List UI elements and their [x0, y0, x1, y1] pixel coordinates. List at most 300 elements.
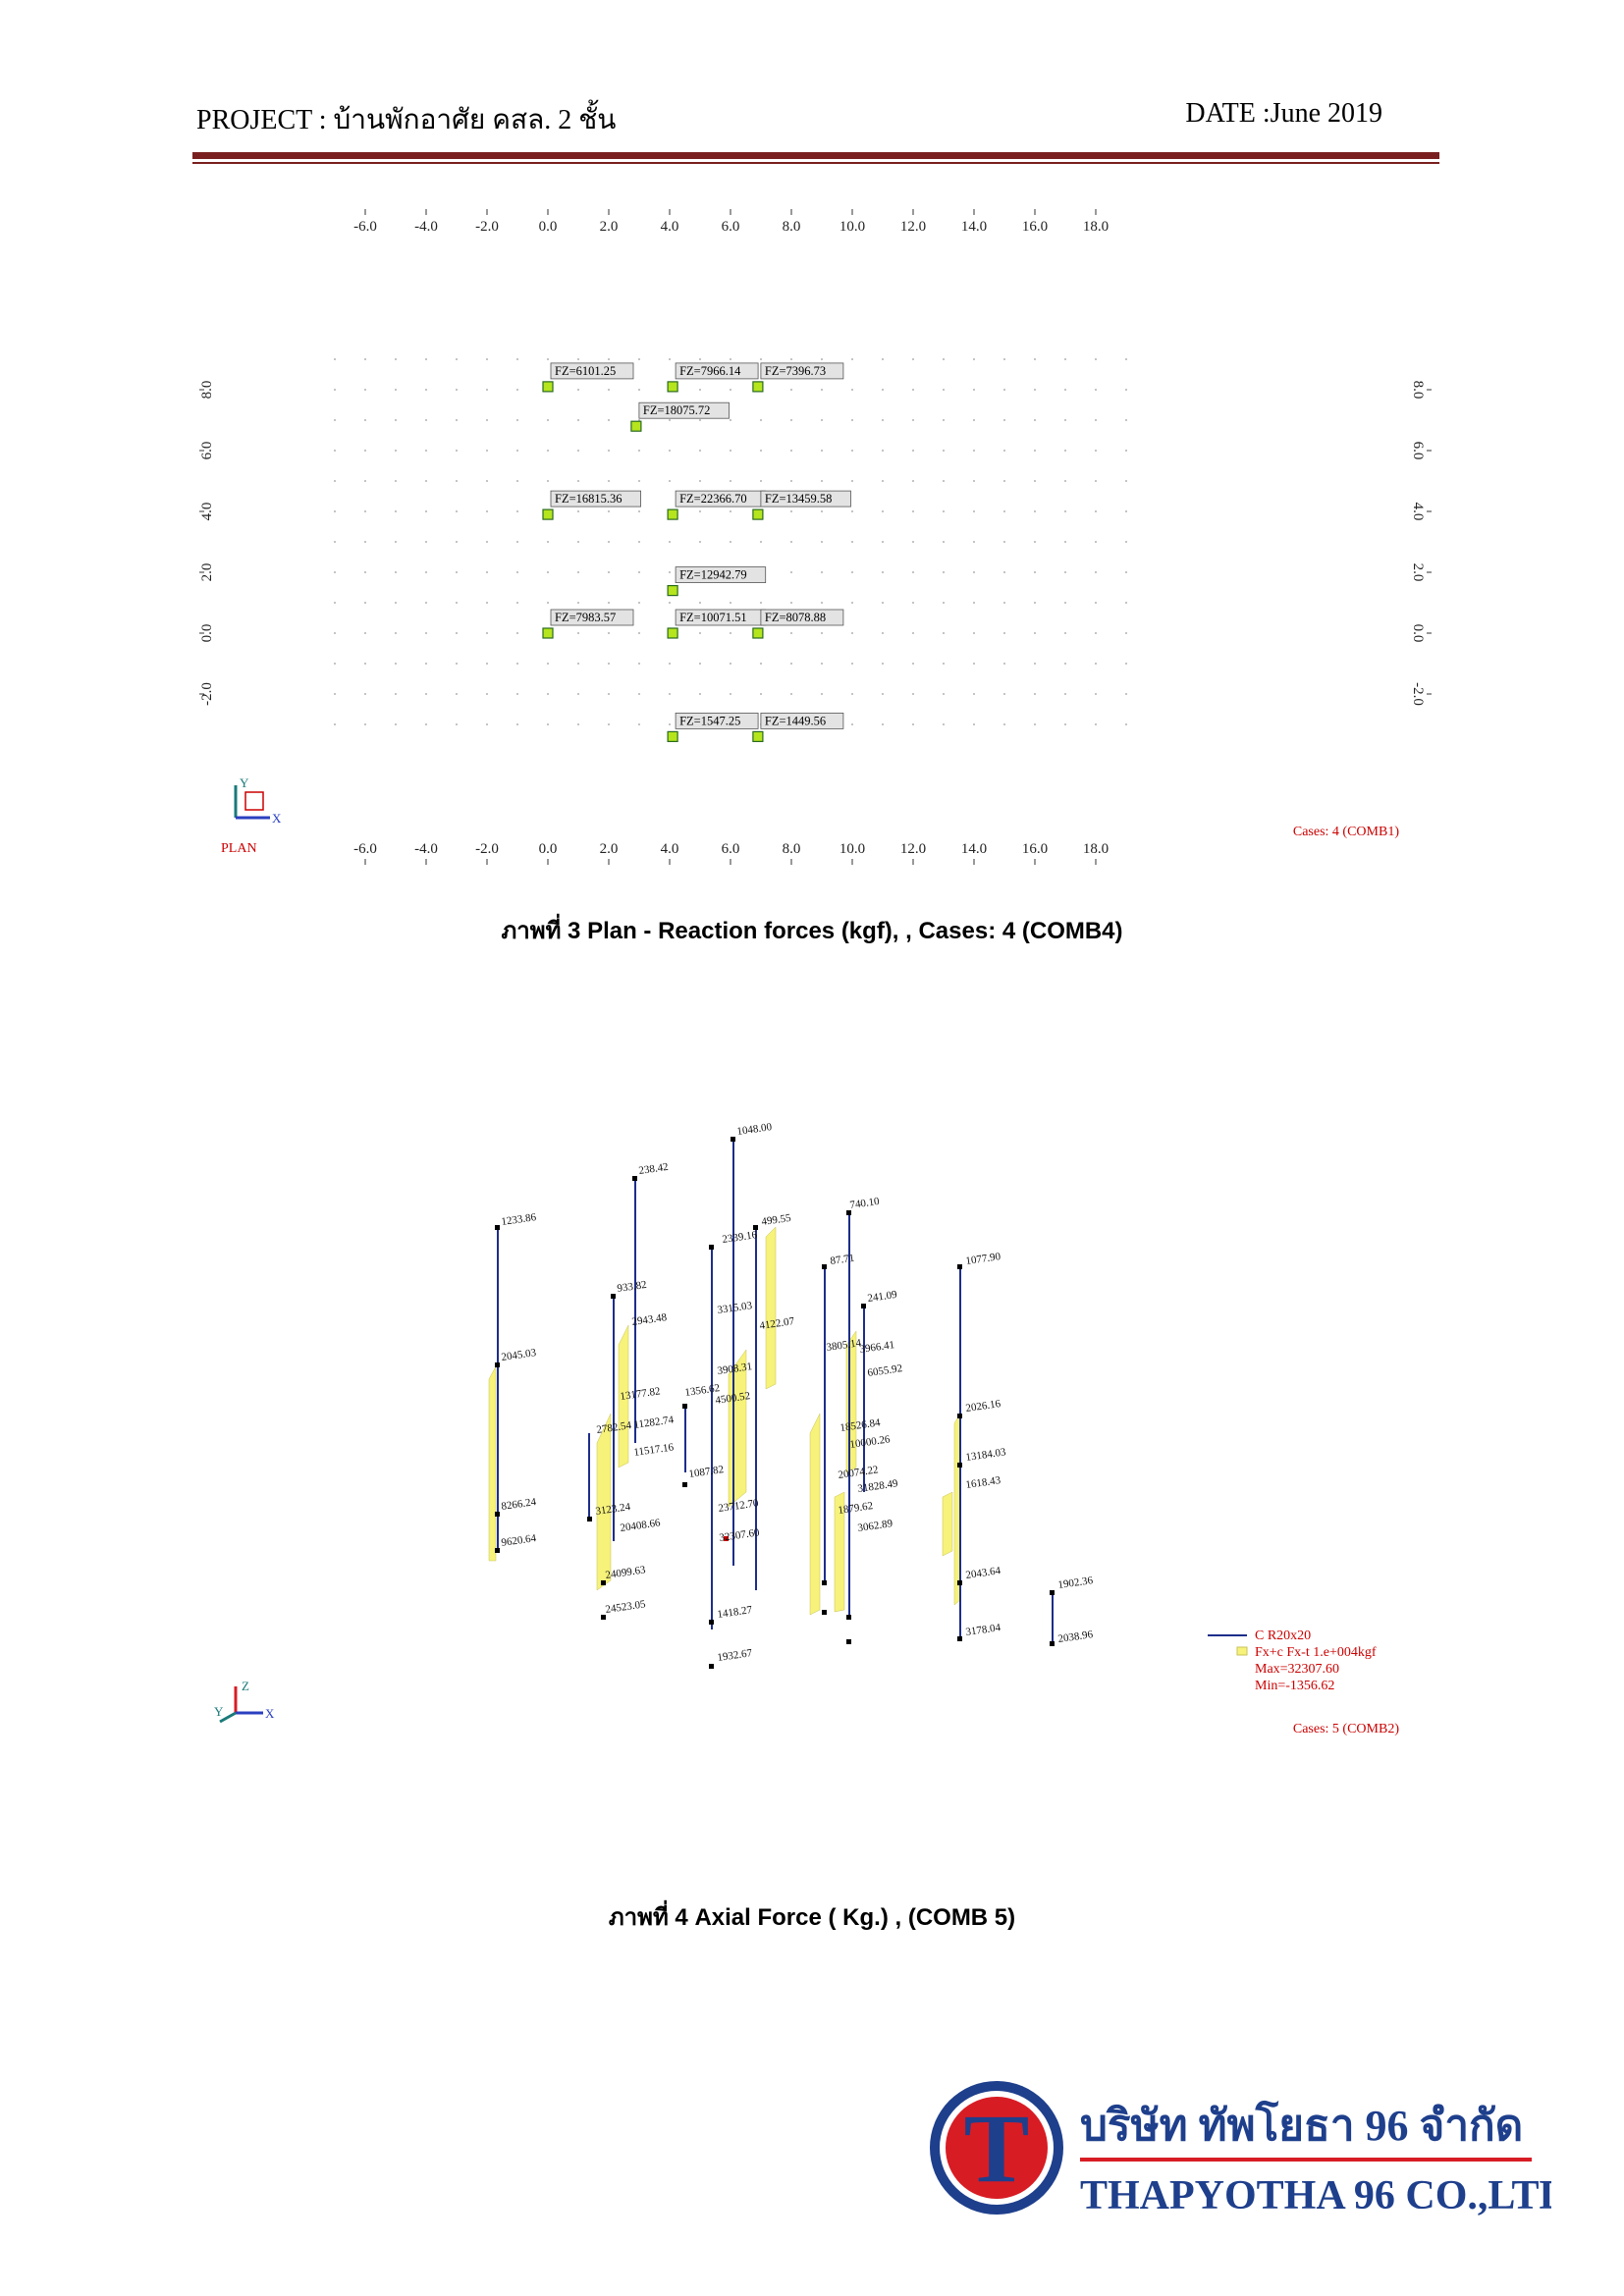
grid-dot — [760, 358, 762, 360]
x-tick-label: 4.0 — [660, 219, 679, 235]
grid-dot — [912, 389, 914, 391]
grid-dot — [821, 571, 823, 573]
grid-dot — [669, 358, 671, 360]
axial-force-value: 740.10 — [848, 1195, 881, 1211]
grid-dot — [638, 693, 640, 695]
grid-dot — [1125, 480, 1127, 482]
grid-dot — [486, 358, 488, 360]
axial-force-value: 11282.74 — [632, 1414, 675, 1431]
support-reaction — [543, 610, 633, 638]
grid-dot — [790, 450, 792, 452]
axial-force-value: 499.55 — [760, 1211, 792, 1228]
grid-dot — [334, 632, 336, 634]
grid-dot — [912, 450, 914, 452]
grid-dot — [577, 571, 579, 573]
grid-dot — [608, 693, 610, 695]
grid-dot — [821, 419, 823, 421]
grid-dot — [790, 602, 792, 604]
grid-dot — [760, 450, 762, 452]
support-reaction — [753, 363, 843, 392]
grid-dot — [943, 632, 945, 634]
grid-dot — [730, 632, 731, 634]
axial-force-value: 31828.49 — [856, 1477, 899, 1495]
grid-dot — [821, 358, 823, 360]
axial-force-value: 2026.16 — [964, 1398, 1001, 1415]
grid-dot — [425, 541, 427, 543]
grid-dot — [364, 450, 366, 452]
grid-dot — [851, 450, 853, 452]
grid-dot — [669, 541, 671, 543]
support-reaction — [543, 491, 641, 519]
grid-dot — [790, 632, 792, 634]
axial-force-value: 4500.52 — [714, 1390, 751, 1407]
grid-dot — [912, 693, 914, 695]
grid-dot — [1125, 693, 1127, 695]
grid-dot — [334, 510, 336, 512]
grid-dot — [516, 663, 518, 665]
grid-dot — [730, 602, 731, 604]
grid-dot — [334, 450, 336, 452]
grid-dot — [699, 510, 701, 512]
grid-dot — [851, 389, 853, 391]
grid-dot — [912, 480, 914, 482]
grid-dot — [699, 419, 701, 421]
axial-force-value: 1087.82 — [687, 1464, 725, 1480]
reaction-label: FZ=10071.51 — [679, 611, 747, 624]
support-reaction — [668, 363, 758, 392]
grid-dot — [1003, 693, 1005, 695]
grid-dot — [577, 632, 579, 634]
grid-dot — [1003, 419, 1005, 421]
grid-dot — [1034, 419, 1036, 421]
axial-force-value: 1048.00 — [735, 1121, 773, 1138]
grid-dot — [425, 510, 427, 512]
grid-dot — [851, 723, 853, 725]
grid-dot — [638, 358, 640, 360]
x-tick-label: 12.0 — [899, 219, 927, 235]
grid-dot — [608, 450, 610, 452]
support-marker — [631, 421, 641, 431]
support-marker — [753, 628, 763, 638]
grid-dot — [760, 419, 762, 421]
grid-dot — [1034, 389, 1036, 391]
grid-dot — [547, 541, 549, 543]
grid-dot — [851, 419, 853, 421]
grid-dot — [395, 419, 397, 421]
grid-dot — [425, 450, 427, 452]
grid-dot — [364, 389, 366, 391]
grid-dot — [364, 419, 366, 421]
grid-dot — [516, 693, 518, 695]
plan-cases-label: Cases: 4 (COMB1) — [1292, 825, 1399, 839]
grid-dot — [882, 419, 884, 421]
y-tick-label: 8.0 — [199, 380, 215, 400]
grid-dot — [456, 571, 458, 573]
grid-dot — [790, 541, 792, 543]
grid-dot — [699, 358, 701, 360]
grid-dot — [882, 632, 884, 634]
plan-x-ticks-top — [353, 209, 1109, 235]
y-tick-label: -2.0 — [199, 682, 215, 706]
grid-dot — [730, 663, 731, 665]
axial-force-value: 2943.48 — [630, 1311, 668, 1328]
grid-dot — [882, 389, 884, 391]
grid-dot — [882, 480, 884, 482]
grid-dot — [760, 663, 762, 665]
support-marker — [543, 628, 553, 638]
grid-dot — [608, 632, 610, 634]
grid-dot — [912, 632, 914, 634]
support-reaction — [753, 491, 851, 519]
reaction-label: FZ=1449.56 — [764, 714, 827, 728]
grid-dot — [790, 358, 792, 360]
reaction-label: FZ=8078.88 — [764, 611, 827, 624]
grid-dot — [1064, 723, 1066, 725]
grid-dot — [577, 419, 579, 421]
grid-dot — [1034, 723, 1036, 725]
reaction-label: FZ=7966.14 — [679, 363, 741, 378]
grid-dot — [1034, 693, 1036, 695]
company-logo — [923, 2071, 1551, 2228]
grid-dot — [608, 602, 610, 604]
x-tick-label: 16.0 — [1021, 841, 1049, 857]
grid-dot — [395, 389, 397, 391]
axial-force-value: 3123.24 — [594, 1501, 631, 1518]
grid-dot — [882, 663, 884, 665]
axial-force-value: 1418.27 — [716, 1604, 753, 1621]
x-tick-label: 4.0 — [660, 841, 679, 857]
grid-dot — [973, 480, 975, 482]
project-title: PROJECT : บ้านพักอาศัย คสล. 2 ชั้น — [196, 105, 617, 135]
grid-dot — [577, 693, 579, 695]
x-tick-label: -2.0 — [475, 219, 499, 235]
grid-dot — [456, 693, 458, 695]
grid-dot — [699, 632, 701, 634]
grid-dot — [638, 723, 640, 725]
support-reaction — [668, 713, 758, 741]
grid-dot — [1125, 602, 1127, 604]
grid-dot — [669, 602, 671, 604]
x-tick-label: 14.0 — [960, 841, 988, 857]
grid-dot — [486, 389, 488, 391]
grid-dot — [486, 450, 488, 452]
svg-text:X: X — [265, 1706, 275, 1721]
grid-dot — [1064, 389, 1066, 391]
grid-dot — [638, 480, 640, 482]
grid-dot — [882, 510, 884, 512]
grid-dot — [973, 419, 975, 421]
grid-dot — [1034, 632, 1036, 634]
grid-dot — [912, 510, 914, 512]
x-tick-label: 14.0 — [960, 219, 988, 235]
axial-force-value: 18526.84 — [839, 1416, 882, 1434]
legend-min: Min=-1356.62 — [1255, 1679, 1335, 1693]
y-tick-label: 4.0 — [1410, 502, 1426, 521]
grid-dot — [638, 450, 640, 452]
grid-dot — [638, 602, 640, 604]
grid-dot — [638, 510, 640, 512]
x-tick-label: 10.0 — [839, 219, 866, 235]
grid-dot — [456, 419, 458, 421]
x-tick-label: 2.0 — [599, 219, 619, 235]
grid-dot — [790, 663, 792, 665]
y-tick-label: 6.0 — [1410, 441, 1426, 460]
grid-dot — [638, 632, 640, 634]
grid-dot — [1095, 571, 1097, 573]
legend-scale: Fx+c Fx-t 1.e+004kgf — [1255, 1645, 1377, 1660]
grid-dot — [730, 693, 731, 695]
axial-force-value: 20074.22 — [837, 1464, 880, 1481]
grid-dot — [486, 632, 488, 634]
plan-x-ticks-bottom — [353, 841, 1109, 865]
grid-dot — [912, 358, 914, 360]
grid-dot — [730, 541, 731, 543]
grid-dot — [516, 541, 518, 543]
grid-dot — [973, 723, 975, 725]
grid-dot — [912, 723, 914, 725]
grid-dot — [425, 358, 427, 360]
grid-dot — [882, 541, 884, 543]
x-tick-label: 18.0 — [1082, 841, 1110, 857]
axial-force-value: 2339.16 — [721, 1229, 758, 1246]
grid-dot — [395, 723, 397, 725]
reaction-label: FZ=18075.72 — [642, 403, 711, 418]
grid-dot — [943, 510, 945, 512]
grid-dot — [912, 541, 914, 543]
axial-force-value: 3966.41 — [858, 1339, 895, 1356]
grid-dot — [790, 693, 792, 695]
logo-english-name: THAPYOTHA 96 CO.,LTD. — [1080, 2173, 1551, 2218]
grid-dot — [395, 541, 397, 543]
grid-dot — [1095, 358, 1097, 360]
logo-letter: T — [963, 2094, 1030, 2203]
grid-dot — [1125, 632, 1127, 634]
support-marker — [543, 382, 553, 392]
grid-dot — [334, 693, 336, 695]
grid-dot — [364, 693, 366, 695]
axial-force-value: 933.82 — [616, 1278, 648, 1295]
svg-text:X: X — [272, 811, 282, 826]
grid-dot — [1064, 663, 1066, 665]
grid-dot — [547, 602, 549, 604]
grid-dot — [456, 632, 458, 634]
grid-dot — [1064, 419, 1066, 421]
grid-dot — [1095, 663, 1097, 665]
grid-dot — [1003, 510, 1005, 512]
grid-dot — [1125, 571, 1127, 573]
grid-dot — [364, 571, 366, 573]
grid-dot — [699, 693, 701, 695]
grid-dot — [1095, 419, 1097, 421]
grid-dot — [577, 389, 579, 391]
grid-dot — [364, 632, 366, 634]
x-tick-label: 6.0 — [721, 841, 740, 857]
grid-dot — [425, 632, 427, 634]
plan-reaction-figure — [191, 191, 1468, 869]
grid-dot — [1003, 602, 1005, 604]
axial-force-value: 23712.70 — [717, 1497, 760, 1515]
grid-dot — [730, 419, 731, 421]
grid-dot — [1064, 602, 1066, 604]
logo-mark — [923, 2071, 1551, 2228]
grid-dot — [638, 541, 640, 543]
grid-dot — [1064, 632, 1066, 634]
grid-dot — [1095, 480, 1097, 482]
grid-dot — [486, 510, 488, 512]
grid-dot — [1125, 419, 1127, 421]
y-tick-label: -2.0 — [1410, 682, 1426, 706]
grid-dot — [669, 723, 671, 725]
grid-dot — [730, 389, 731, 391]
support-marker — [753, 731, 763, 741]
grid-dot — [943, 571, 945, 573]
grid-dot — [851, 571, 853, 573]
axial-force-value: 1879.62 — [837, 1500, 874, 1517]
grid-dot — [943, 450, 945, 452]
grid-dot — [973, 510, 975, 512]
grid-dot — [486, 480, 488, 482]
y-tick-label: 2.0 — [1410, 562, 1426, 582]
grid-dot — [882, 571, 884, 573]
axial-force-value: 238.42 — [637, 1160, 670, 1177]
reaction-label: FZ=7396.73 — [764, 363, 827, 378]
logo-thai-name: บริษัท ทัพโยธา 96 จำกัด — [1080, 2102, 1524, 2150]
grid-dot — [973, 632, 975, 634]
grid-dot — [851, 510, 853, 512]
y-tick-label: 2.0 — [199, 562, 215, 582]
x-tick-label: 12.0 — [899, 841, 927, 857]
grid-dot — [943, 480, 945, 482]
y-tick-label: 8.0 — [1410, 380, 1426, 400]
grid-dot — [943, 693, 945, 695]
grid-dot — [1095, 510, 1097, 512]
x-tick-label: -4.0 — [414, 841, 438, 857]
y-tick-label: 4.0 — [199, 502, 215, 521]
grid-dot — [516, 450, 518, 452]
grid-dot — [851, 693, 853, 695]
axial-force-value: 2038.96 — [1056, 1629, 1094, 1645]
grid-dot — [943, 663, 945, 665]
grid-dot — [943, 602, 945, 604]
grid-dot — [395, 602, 397, 604]
axial-force-value: 3178.04 — [964, 1622, 1001, 1638]
x-tick-label: -2.0 — [475, 841, 499, 857]
grid-dot — [608, 723, 610, 725]
header-rule-thick — [192, 152, 1439, 159]
grid-dot — [730, 510, 731, 512]
grid-dot — [395, 571, 397, 573]
grid-dot — [516, 723, 518, 725]
grid-dot — [790, 419, 792, 421]
grid-dot — [821, 602, 823, 604]
grid-dot — [395, 632, 397, 634]
x-tick-label: -6.0 — [353, 841, 377, 857]
grid-dot — [547, 693, 549, 695]
axial-force-value: 2782.54 — [595, 1419, 632, 1436]
grid-dot — [790, 510, 792, 512]
reaction-label: FZ=16815.36 — [555, 492, 623, 507]
grid-dot — [760, 541, 762, 543]
grid-dot — [1125, 510, 1127, 512]
grid-dot — [699, 541, 701, 543]
support-marker — [753, 509, 763, 519]
grid-dot — [486, 571, 488, 573]
grid-dot — [1034, 541, 1036, 543]
grid-dot — [486, 693, 488, 695]
axial-force-value: 10000.26 — [848, 1433, 892, 1451]
axial-force-value: 24099.63 — [604, 1564, 647, 1581]
grid-dot — [973, 358, 975, 360]
grid-dot — [638, 389, 640, 391]
grid-dot — [882, 693, 884, 695]
reaction-label: FZ=13459.58 — [764, 492, 833, 507]
grid-dot — [1003, 663, 1005, 665]
grid-dot — [821, 541, 823, 543]
axial-force-value: 9620.64 — [500, 1532, 537, 1549]
support-reaction — [753, 713, 843, 741]
grid-dot — [364, 541, 366, 543]
axial-force-value: 3908.31 — [716, 1361, 753, 1377]
grid-dot — [912, 602, 914, 604]
grid-dot — [1095, 723, 1097, 725]
grid-dot — [516, 389, 518, 391]
grid-dot — [790, 571, 792, 573]
grid-dot — [669, 480, 671, 482]
grid-dot — [973, 693, 975, 695]
grid-dot — [486, 541, 488, 543]
grid-dot — [851, 663, 853, 665]
grid-dot — [486, 663, 488, 665]
grid-dot — [364, 480, 366, 482]
grid-dot — [943, 358, 945, 360]
grid-dot — [425, 602, 427, 604]
grid-dot — [760, 480, 762, 482]
grid-dot — [1095, 389, 1097, 391]
grid-dot — [1125, 358, 1127, 360]
grid-dot — [1095, 602, 1097, 604]
grid-dot — [730, 480, 731, 482]
x-tick-label: 2.0 — [599, 841, 619, 857]
grid-dot — [364, 602, 366, 604]
legend-max: Max=32307.60 — [1255, 1662, 1340, 1677]
grid-dot — [1095, 541, 1097, 543]
axial-force-value: 1077.90 — [964, 1251, 1001, 1267]
axial-force-value: 32307.60 — [718, 1526, 761, 1544]
grid-dot — [425, 693, 427, 695]
grid-dot — [912, 571, 914, 573]
grid-dot — [1095, 693, 1097, 695]
reaction-label: FZ=6101.25 — [555, 363, 617, 378]
grid-dot — [1064, 571, 1066, 573]
grid-dot — [669, 419, 671, 421]
grid-dot — [608, 510, 610, 512]
axial-force-value: 24523.05 — [604, 1598, 647, 1616]
grid-dot — [760, 693, 762, 695]
grid-dot — [577, 510, 579, 512]
grid-dot — [577, 602, 579, 604]
axial-force-value: 4122.07 — [758, 1315, 795, 1332]
grid-dot — [699, 480, 701, 482]
grid-dot — [456, 663, 458, 665]
grid-dot — [364, 663, 366, 665]
support-reaction — [668, 491, 766, 519]
grid-dot — [425, 480, 427, 482]
grid-dot — [486, 723, 488, 725]
grid-dot — [364, 510, 366, 512]
reaction-label: FZ=1547.25 — [679, 714, 741, 728]
grid-dot — [1003, 541, 1005, 543]
axial-force-value: 13177.82 — [619, 1385, 662, 1403]
